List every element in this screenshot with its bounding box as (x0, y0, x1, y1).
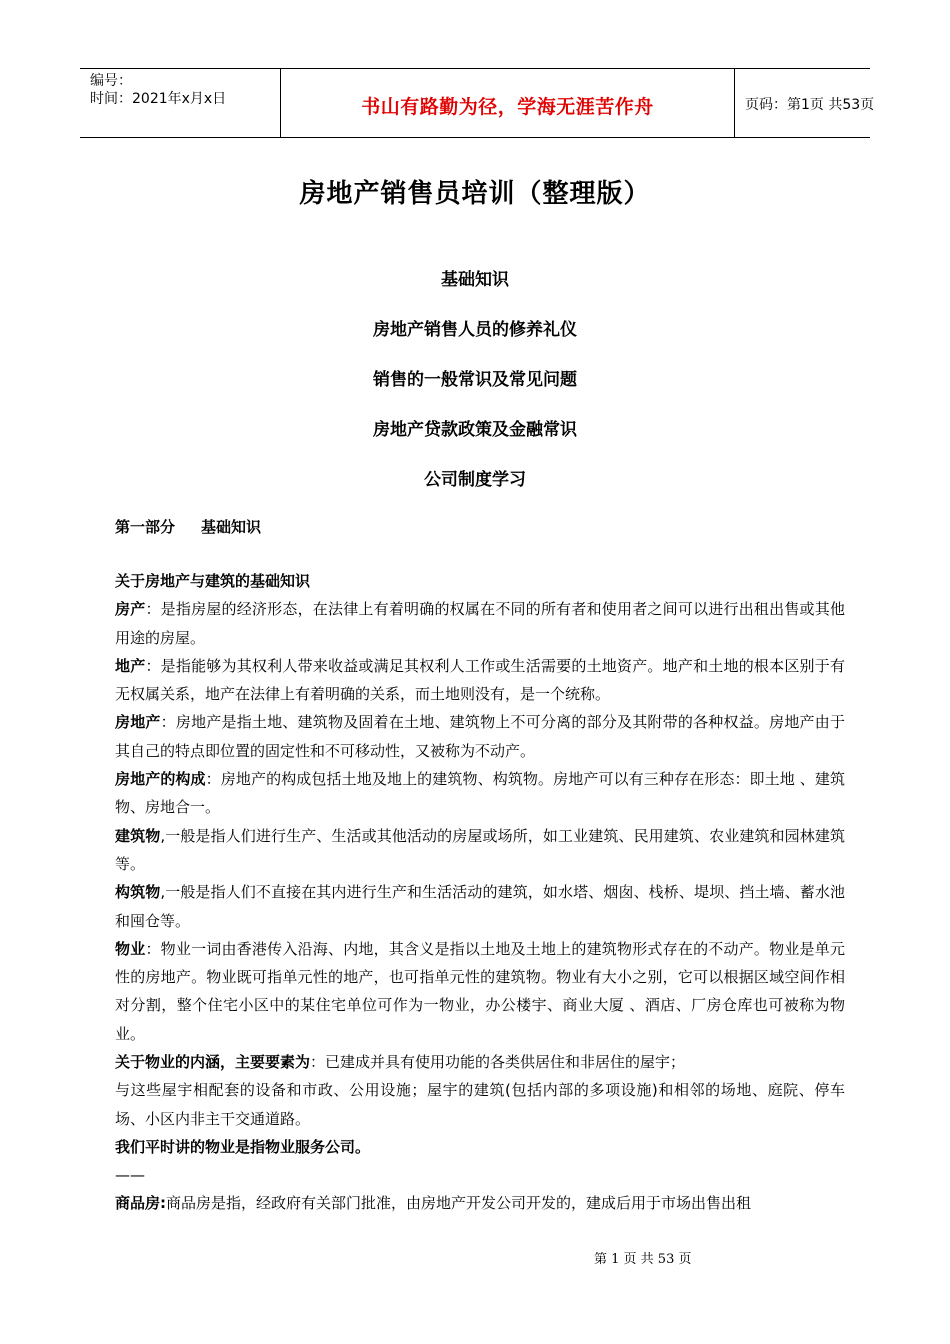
term: 房产 (115, 600, 146, 619)
paragraph (115, 708, 845, 765)
document-body (115, 567, 845, 1218)
term-separator: ： (310, 1053, 326, 1072)
paragraph (115, 878, 845, 935)
paragraph-text: 已建成并具有使用功能的各类供居住和非居住的屋宇； (325, 1053, 686, 1072)
paragraph (115, 765, 845, 822)
term: 构筑物 (115, 883, 161, 902)
header-motto-cell (280, 69, 735, 137)
paragraph-text: 与这些屋宇相配套的设备和市政、公用设施；屋宇的建筑(包括内部的多项设施)和相邻的场地、庭院、停车场、小区内非主干交通道路。 (115, 1081, 845, 1128)
toc-item: 房地产销售人员的修养礼仪 (373, 320, 577, 340)
term: 建筑物 (115, 826, 161, 845)
paragraph (115, 935, 845, 1048)
paragraph-text: 是指房屋的经济形态，在法律上有着明确的权属在不同的所有者和使用者之间可以进行出租出售或其他用途的房屋。 (115, 600, 845, 647)
term-separator: ： (160, 713, 176, 732)
term: 物业 (115, 939, 146, 958)
term: 地产 (115, 656, 146, 675)
table-of-contents (0, 265, 950, 515)
term-separator: ： (145, 656, 161, 675)
document-title: 房地产销售员培训（整理版） (299, 179, 651, 209)
dash-separator: —— (115, 1166, 145, 1185)
part-name: 基础知识 (201, 518, 262, 536)
time-label: 时间：2021年x月x日 (90, 91, 227, 107)
number-label: 编号： (90, 73, 132, 89)
header-meta-cell (80, 69, 280, 137)
paragraph-text: 房地产是指土地、建筑物及固着在土地、建筑物上不可分离的部分及其附带的各种权益。房地产由于其自己的特点即位置的固定性和不可移动性，又被称为不动产。 (115, 713, 845, 760)
term: 房地产 (115, 713, 161, 732)
header-page-cell (735, 69, 875, 137)
toc-item: 公司制度学习 (424, 470, 526, 490)
paragraph-text: 一般是指人们不直接在其内进行生产和生活活动的建筑，如水塔、烟囱、栈桥、堤坝、挡土墙、蓄水池和囤仓等。 (115, 883, 845, 930)
page-footer: 第 1 页 共 53 页 (594, 1252, 692, 1267)
paragraph (115, 652, 845, 709)
paragraph (115, 1189, 845, 1217)
term-separator: , (160, 826, 166, 845)
term: 关于物业的内涵，主要要素为 (115, 1053, 311, 1072)
term-separator: ： (145, 600, 161, 619)
term-separator: ： (145, 939, 161, 958)
paragraph-text: 商品房是指，经政府有关部门批准，由房地产开发公司开发的，建成后用于市场出售出租 (166, 1194, 752, 1213)
term-separator: , (160, 883, 166, 902)
paragraph (115, 822, 845, 879)
term: 房地产的构成 (115, 770, 206, 789)
paragraph-text: 是指能够为其权利人带来收益或满足其权利人工作或生活需要的土地资产。地产和土地的根本区别于有无权属关系，地产在法律上有着明确的关系，而土地则没有，是一个统称。 (115, 656, 845, 704)
paragraph (115, 595, 845, 652)
term: 我们平时讲的物业是指物业服务公司。 (115, 1137, 371, 1156)
part-heading (115, 516, 261, 537)
toc-item: 房地产贷款政策及金融常识 (373, 420, 577, 440)
toc-item: 销售的一般常识及常见问题 (373, 370, 577, 390)
term-separator: ： (205, 770, 221, 789)
toc-item: 基础知识 (441, 270, 509, 290)
part-label: 第一部分 (115, 518, 176, 536)
paragraph (115, 1076, 845, 1133)
term: 商品房: (115, 1194, 166, 1213)
paragraph-text: 房地产的构成包括土地及地上的建筑物、构筑物。房地产可以有三种存在形态：即土地 、建筑物、房地合一。 (115, 770, 845, 817)
paragraph (115, 1048, 845, 1076)
motto-text: 书山有路勤为径，学海无涯苦作舟 (361, 96, 654, 118)
section-heading: 关于房地产与建筑的基础知识 (115, 572, 311, 590)
header-table (80, 68, 875, 138)
paragraph-text: 一般是指人们进行生产、生活或其他活动的房屋或场所，如工业建筑、民用建筑、农业建筑和园林建筑等。 (115, 826, 845, 873)
paragraph-text: 物业一词由香港传入沿海、内地，其含义是指以土地及土地上的建筑物形式存在的不动产。物业是单元性的房地产。物业既可指单元性的地产，也可指单元性的建筑物。物业有大小之别，它可以根据区域空间作相对分割，整个住宅小区中的某住宅单位可作为一物业，办公楼宇、商业大厦 、酒店、厂房仓库也可被称为物业。 (115, 939, 845, 1043)
page-info: 页码：第1页 共53页 (745, 97, 875, 113)
paragraph (115, 1133, 845, 1161)
